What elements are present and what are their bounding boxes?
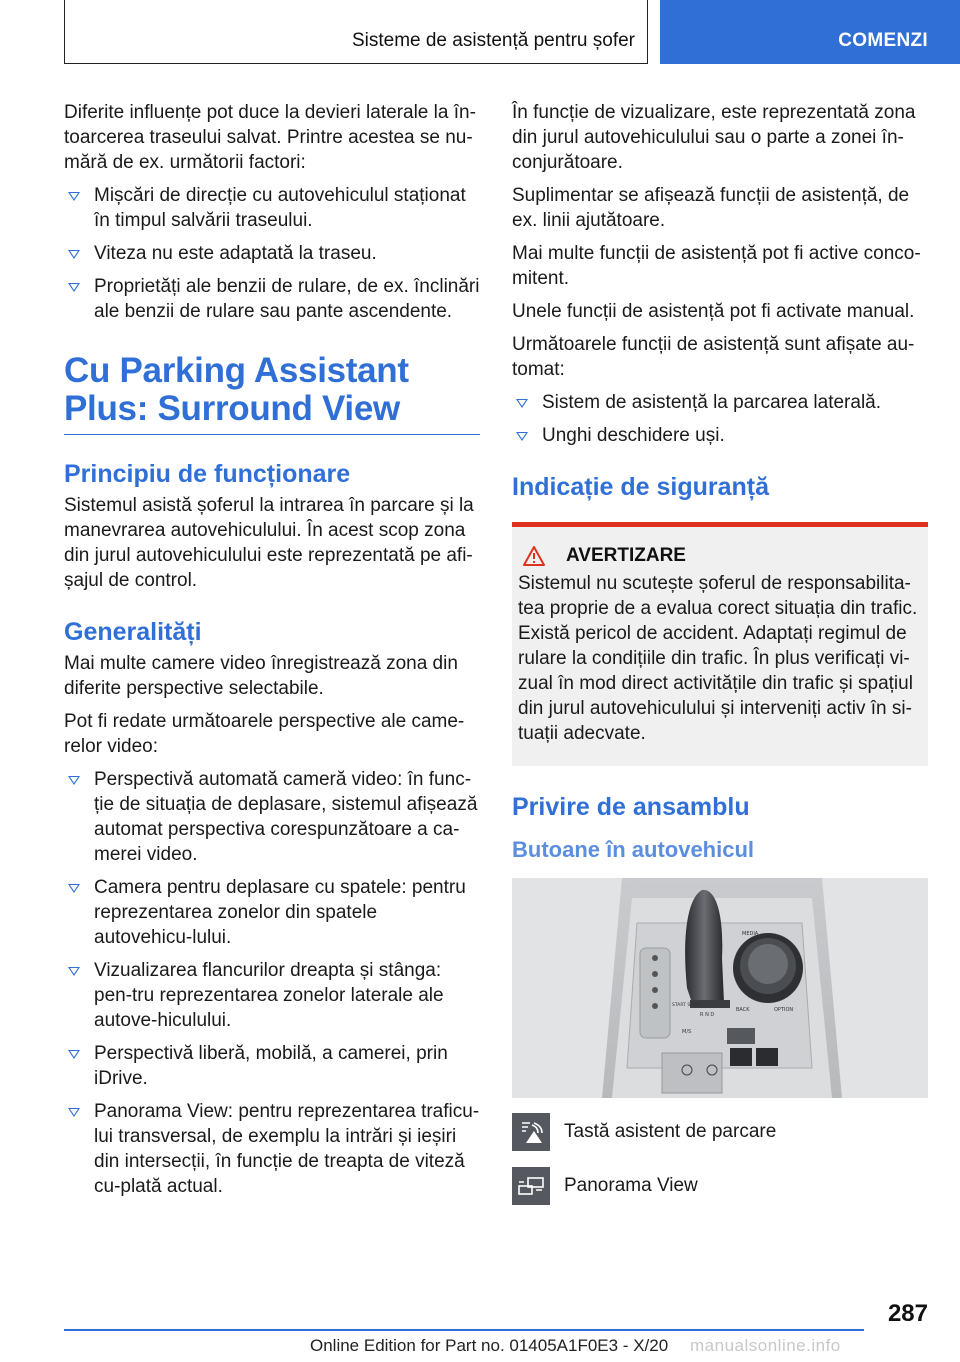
list-item: Unghi deschidere uși.	[512, 423, 928, 448]
list-item: Vizualizarea flancurilor dreapta și stânga: pen-tru reprezentarea zonelor laterale ale autove-hiculului.	[64, 958, 480, 1033]
footer-divider	[64, 1329, 864, 1331]
list-item: Mișcări de direcție cu autovehiculul staționat în timpul salvării traseului.	[64, 183, 480, 233]
button-entry-parking	[512, 1113, 928, 1151]
media-label: MEDIA	[742, 931, 759, 937]
page-number: 287	[887, 1300, 928, 1327]
panorama-view-icon	[512, 1167, 550, 1205]
list-item: Perspectivă automată cameră video: în func-ție de situația de deplasare, sistemul afișează automat perspectiva corespunzătoare a ca-merei video.	[64, 767, 480, 867]
footer-edition: Online Edition for Part no. 01405A1F0E3 - X/20	[310, 1336, 669, 1355]
header-chapter-tab-label: COMENZI	[838, 30, 928, 51]
bullet-triangle-icon	[68, 192, 80, 201]
factors-list	[64, 183, 480, 324]
view-paragraph-3: Mai multe funcții de asistență pot fi active conco-mitent.	[512, 243, 921, 289]
start-stop-label: START STOP	[672, 1003, 700, 1008]
watermark: manualsonline.info	[690, 1336, 841, 1355]
center-console-photo	[512, 878, 928, 1098]
button-entry-panorama	[512, 1167, 928, 1205]
chapter-title: Cu Parking Assistant Plus: Surround View	[64, 352, 480, 435]
intro-paragraph: Diferite influențe pot duce la devieri laterale la în-toarcerea traseului salvat. Printre acestea se nu-mără de ex. următorii factori:	[64, 102, 476, 173]
list-item: Panorama View: pentru reprezentarea traficu-lui transversal, de exemplu la intrări și ieșiri din intersecții, în funcție de treapta de viteză cu-plată actual.	[64, 1099, 480, 1199]
list-item: Perspectivă liberă, mobilă, a camerei, prin iDrive.	[64, 1041, 480, 1091]
principle-heading: Principiu de funcționare	[64, 460, 351, 488]
buttons-heading: Butoane în autovehicul	[512, 837, 755, 862]
list-item: Proprietăți ale benzii de rulare, de ex. înclinări ale benzii de rulare sau pante ascendente.	[64, 274, 480, 324]
bullet-triangle-icon	[68, 1050, 80, 1059]
list-item: Sistem de asistență la parcarea laterală.	[512, 390, 928, 415]
general-paragraph-1: Mai multe camere video înregistrează zona din diferite perspective selectabile.	[64, 653, 458, 699]
general-paragraph-2: Pot fi redate următoarele perspective ale came-relor video:	[64, 711, 465, 757]
warning-box	[512, 522, 928, 766]
general-heading: Generalități	[64, 618, 202, 646]
parking-assistant-label: Tastă asistent de parcare	[564, 1121, 777, 1142]
left-column	[64, 100, 480, 1207]
right-column	[512, 100, 928, 1205]
safety-heading: Indicație de siguranță	[512, 473, 770, 501]
gear-label-ms: M/S	[682, 1029, 692, 1035]
header-chapter-tab[interactable]	[660, 0, 960, 64]
view-paragraph-2: Suplimentar se afișează funcții de asistență, de ex. linii ajutătoare.	[512, 185, 910, 231]
list-item: Viteza nu este adaptată la traseu.	[64, 241, 480, 266]
bullet-triangle-icon	[68, 283, 80, 292]
bullet-triangle-icon	[68, 884, 80, 893]
warning-title: AVERTIZARE	[566, 545, 686, 566]
warning-text: Sistemul nu scutește șoferul de responsabilita-tea proprie de a evalua corect situația din trafic. Există pericol de accident. Adaptați regimul de rulare la condițiile din trafic. În plus verificați vi-zual în mod direct activitățile din trafic și spațiul din jurul autovehiculului și interveniți activ în si-tuații adecvate.	[518, 573, 918, 744]
perspectives-list	[64, 767, 480, 1199]
bullet-triangle-icon	[516, 432, 528, 441]
parking-assistant-icon	[512, 1113, 550, 1151]
option-label: OPTION	[774, 1007, 794, 1013]
bullet-triangle-icon	[68, 250, 80, 259]
bullet-triangle-icon	[68, 1108, 80, 1117]
view-paragraph-4: Unele funcții de asistență pot fi activate manual.	[512, 301, 915, 322]
warning-triangle-icon	[522, 545, 546, 567]
overview-heading: Privire de ansamblu	[512, 793, 750, 821]
principle-paragraph: Sistemul asistă șoferul la intrarea în parcare și la manevrarea autovehiculului. În acest scop zona din jurul autovehiculului este reprezentată pe afi-șajul de control.	[64, 495, 474, 591]
bullet-triangle-icon	[68, 776, 80, 785]
panorama-view-label: Panorama View	[564, 1175, 698, 1196]
gear-label-r: R N D	[700, 1012, 715, 1018]
header-section-box	[64, 0, 648, 64]
bullet-triangle-icon	[516, 399, 528, 408]
list-item: Camera pentru deplasare cu spatele: pentru reprezentarea zonelor din spatele autovehicu-lului.	[64, 875, 480, 950]
bullet-triangle-icon	[68, 967, 80, 976]
warning-header	[518, 545, 922, 567]
view-paragraph-5: Următoarele funcții de asistență sunt afișate au-tomat:	[512, 334, 915, 380]
back-label: BACK	[736, 1007, 750, 1013]
auto-functions-list	[512, 390, 928, 448]
header-section-title: Sisteme de asistență pentru șofer	[351, 30, 635, 51]
view-paragraph-1: În funcție de vizualizare, este reprezentată zona din jurul autovehiculului sau o parte a zonei în-conjurătoare.	[512, 102, 916, 173]
